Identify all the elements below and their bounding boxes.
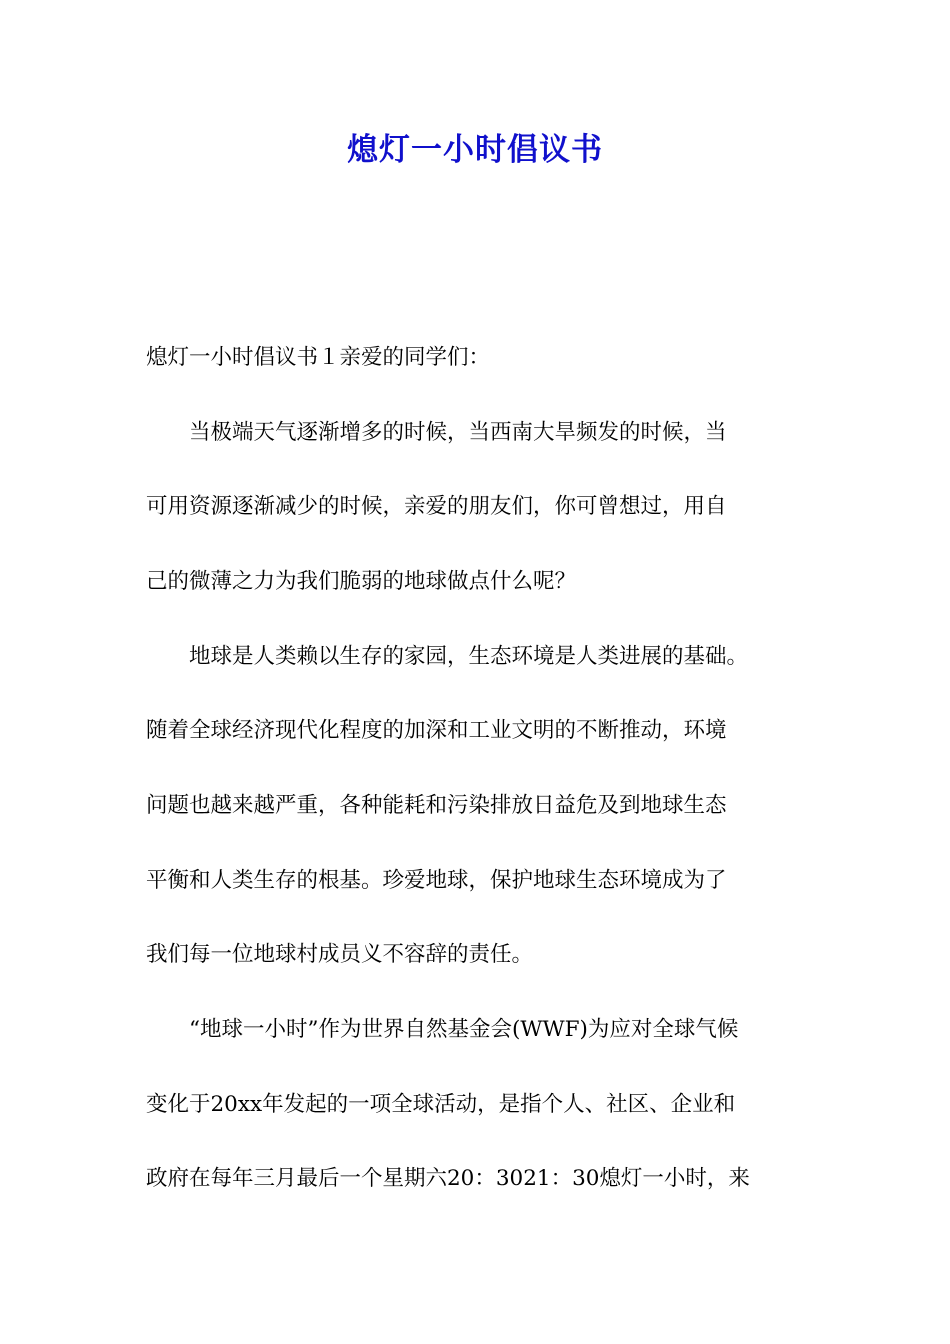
paragraph-line-5: 地球是人类赖以生存的家园，生态环境是人类进展的基础。 bbox=[146, 644, 749, 669]
paragraph-line-2: 当极端天气逐渐增多的时候，当西南大旱频发的时候，当 bbox=[146, 420, 727, 445]
paragraph-line-12: 政府在每年三月最后一个星期六20：3021：30熄灯一小时，来 bbox=[146, 1166, 750, 1191]
paragraph-line-11: 变化于20xx年发起的一项全球活动，是指个人、社区、企业和 bbox=[146, 1092, 736, 1117]
paragraph-line-7: 问题也越来越严重，各种能耗和污染排放日益危及到地球生态 bbox=[146, 793, 727, 818]
paragraph-line-3: 可用资源逐渐减少的时候，亲爱的朋友们，你可曾想过，用自 bbox=[146, 494, 727, 519]
paragraph-line-6: 随着全球经济现代化程度的加深和工业文明的不断推动，环境 bbox=[146, 718, 727, 743]
paragraph-line-10: “地球一小时”作为世界自然基金会(WWF)为应对全球气候 bbox=[146, 1017, 739, 1042]
document-title: 熄灯一小时倡议书 bbox=[347, 132, 603, 168]
paragraph-line-1: 熄灯一小时倡议书１亲爱的同学们： bbox=[146, 345, 491, 370]
paragraph-line-9: 我们每一位地球村成员义不容辞的责任。 bbox=[146, 942, 534, 967]
paragraph-line-4: 己的微薄之力为我们脆弱的地球做点什么呢？ bbox=[146, 569, 577, 594]
paragraph-line-8: 平衡和人类生存的根基。珍爱地球，保护地球生态环境成为了 bbox=[146, 868, 727, 893]
